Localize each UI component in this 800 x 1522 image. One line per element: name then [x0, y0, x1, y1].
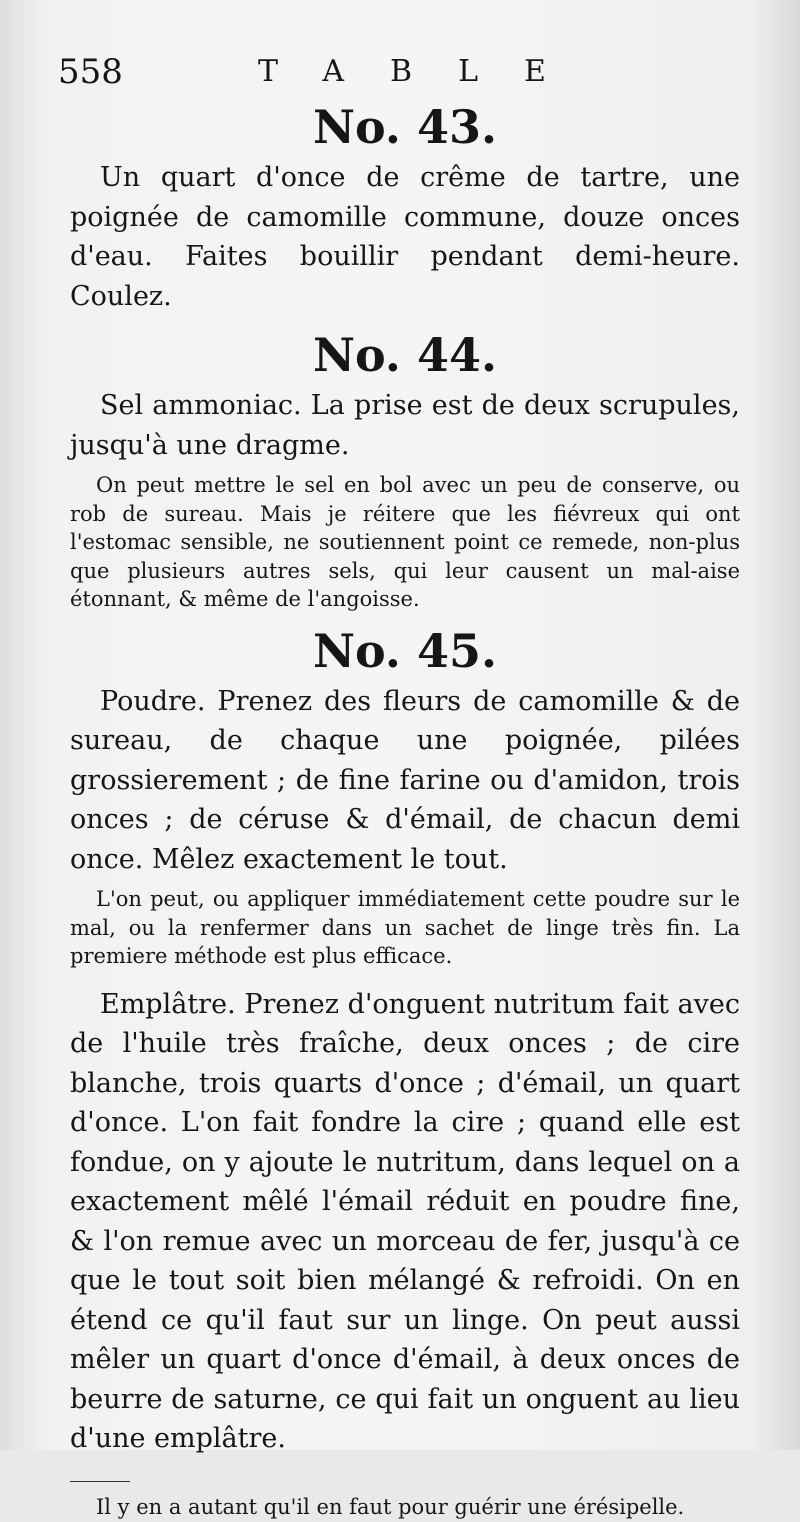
- entry-heading-43: No. 43.: [313, 100, 497, 154]
- page-content: [70, 96, 740, 1522]
- entry-45-plaster: Emplâtre. Prenez d'onguent nutritum fait avec de l'huile très fraîche, deux onces ; de cire blanche, trois quarts d'once ; d'émail, un quart d'once. L'on fait fondre la cire ; quand elle est fondue, on y ajoute le nutritum, dans lequel on a exactement mêlé l'émail réduit en poudre fine, & l'on remue avec un morceau de fer, jusqu'à ce que le tout soit bien mélangé & refroidi. On en étend ce qu'il faut sur un linge. On peut aussi mêler un quart d'once d'émail, à deux onces de beurre de saturne, ce qui fait un onguent au lieu d'une emplâtre.: [70, 988, 740, 1454]
- page-number: 558: [58, 52, 123, 92]
- running-head: TABLE: [258, 54, 592, 89]
- entry-43-prescription: Un quart d'once de crême de tartre, une poignée de camomille commune, douze onces d'eau. Faites bouillir pendant demi-heure. Coulez.: [70, 162, 740, 312]
- footnote-rule: [70, 1481, 130, 1482]
- entry-44-prescription: Sel ammoniac. La prise est de deux scrupules, jusqu'à une dragme.: [70, 390, 740, 461]
- entry-44-note: On peut mettre le sel en bol avec un peu de conserve, ou rob de sureau. Mais je réitere que les fiévreux qui ont l'estomac sensible, ne soutiennent point ce remede, non-plus que plusieurs autres sels, qui leur causent un mal-aise étonnant, & même de l'angoisse.: [70, 473, 740, 611]
- footnote: Il y en a autant qu'il en faut pour guérir une érésipelle.: [96, 1494, 685, 1519]
- entry-45-powder: Poudre. Prenez des fleurs de camomille & de sureau, de chaque une poignée, pilées grossierement ; de fine farine ou d'amidon, trois onces ; de céruse & d'émail, de chacun demi once. Mêlez exactement le tout.: [70, 685, 740, 875]
- entry-heading-44: No. 44.: [313, 328, 497, 382]
- entry-heading-45: No. 45.: [313, 623, 497, 678]
- page-header: [58, 52, 740, 100]
- entry-45-note: L'on peut, ou appliquer immédiatement cette poudre sur le mal, ou la renfermer dans un sachet de linge très fin. La premiere méthode est plus efficace.: [70, 887, 740, 968]
